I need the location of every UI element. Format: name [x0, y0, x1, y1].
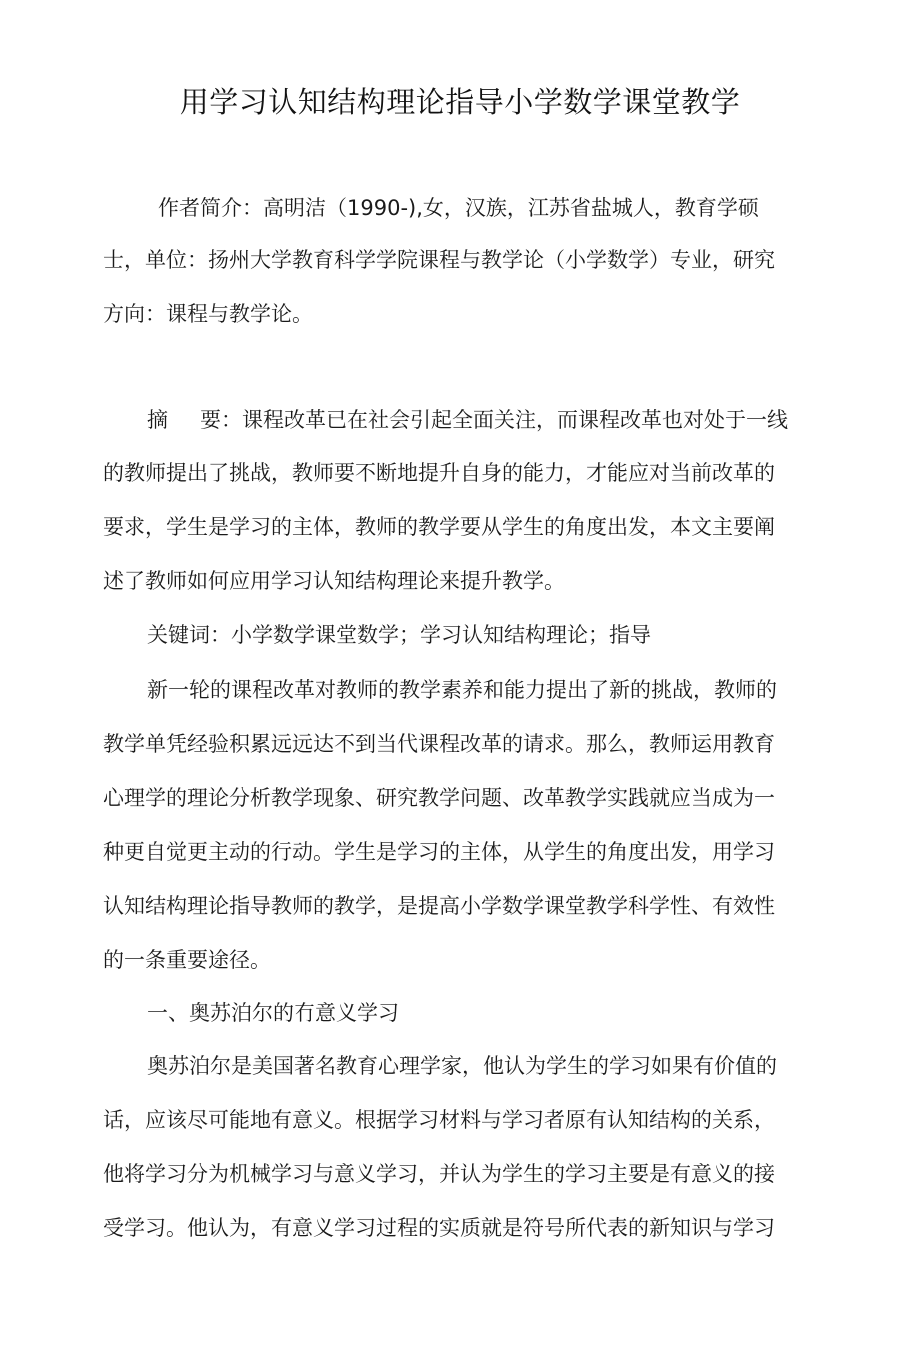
- intro-paragraph-line: 新一轮的课程改革对教师的教学素养和能力提出了新的挑战，教师的: [147, 678, 777, 702]
- section-paragraph-line: 他将学习分为机械学习与意义学习，并认为学生的学习主要是有意义的接: [103, 1162, 775, 1186]
- abstract-line: 的教师提出了挑战，教师要不断地提升自身的能力，才能应对当前改革的: [103, 461, 775, 485]
- abstract-first-line: [147, 406, 788, 434]
- abstract-first-text: 课程改革已在社会引起全面关注，而课程改革也对处于一线: [242, 408, 788, 432]
- abstract-line: 述了教师如何应用学习认知结构理论来提升教学。: [103, 569, 565, 593]
- author-intro-line: 作者简介：高明洁（1990-),女，汉族，江苏省盐城人，教育学硕: [158, 196, 759, 220]
- author-intro-line: 方向：课程与教学论。: [103, 302, 313, 326]
- abstract-line: 要求，学生是学习的主体，教师的教学要从学生的角度出发，本文主要阐: [103, 515, 775, 539]
- section-paragraph-line: 话，应该尽可能地有意义。根据学习材料与学习者原有认知结构的关系，: [103, 1108, 775, 1132]
- intro-paragraph-line: 心理学的理论分析教学现象、研究教学问题、改革教学实践就应当成为一: [103, 786, 775, 810]
- section-heading: 一、奥苏泊尔的冇意义学习: [147, 1001, 399, 1025]
- intro-paragraph-line: 认知结构理论指导教师的教学，是提高小学数学课堂教学科学性、有效性: [103, 894, 775, 918]
- intro-paragraph-line: 的一条重要途径。: [103, 948, 271, 972]
- intro-paragraph-line: 教学单凭经验积累远远达不到当代课程改革的请求。那么，教师运用教育: [103, 732, 775, 756]
- abstract-label-first: 摘: [147, 408, 168, 432]
- keywords-line: 关键词：小学数学课堂数学；学习认知结构理论；指导: [147, 623, 651, 647]
- page-title: 用学习认知结构理论指导小学数学课堂教学: [179, 85, 741, 119]
- section-paragraph-line: 奥苏泊尔是美国著名教育心理学家，他认为学生的学习如果有价值的: [147, 1054, 777, 1078]
- section-paragraph-line: 受学习。他认为，有意义学习过程的实质就是符号所代表的新知识与学习: [103, 1216, 775, 1240]
- abstract-label-second: 要：: [200, 408, 242, 432]
- author-intro-line: 士，单位：扬州大学教育科学学院课程与教学论（小学数学）专业，研究: [103, 248, 775, 272]
- intro-paragraph-line: 种更自觉更主动的行动。学生是学习的主体，从学生的角度出发，用学习: [103, 840, 775, 864]
